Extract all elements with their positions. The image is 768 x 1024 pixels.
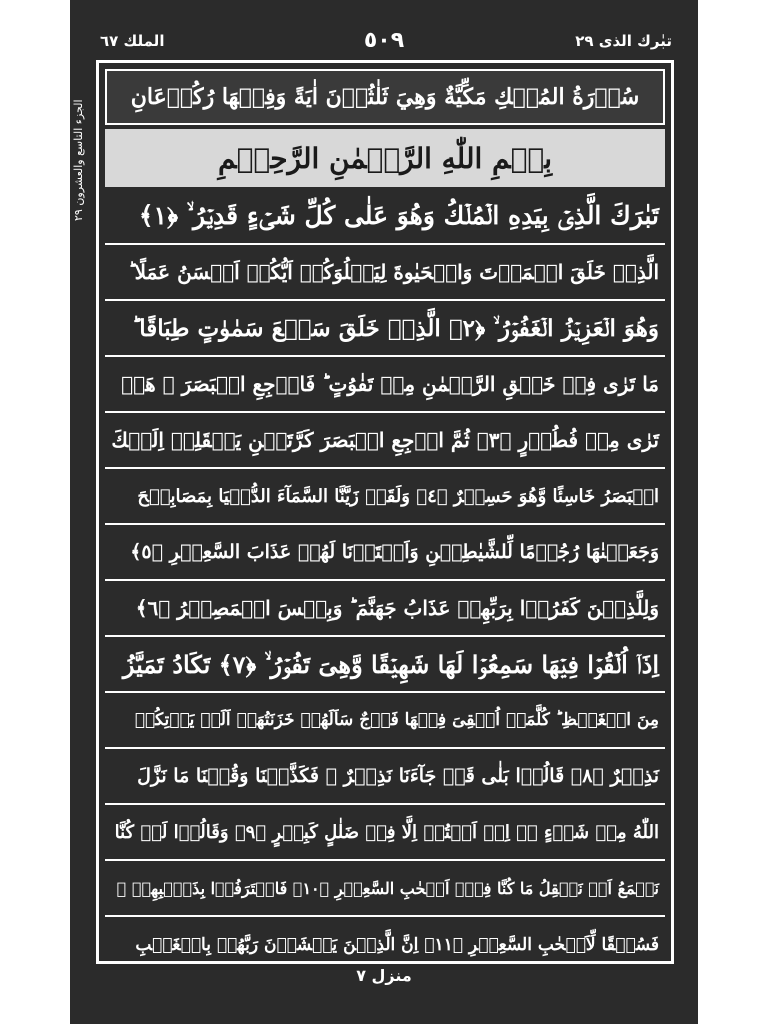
bismillah: بِسۡمِ اللّٰهِ الرَّحۡمٰنِ الرَّحِيۡمِ	[105, 129, 665, 187]
manzil-footer: منزل ٧	[356, 966, 412, 985]
page-header	[70, 26, 698, 60]
mushaf-page	[70, 0, 698, 1024]
verse-line: نَذِيۡرٌ ﴿٨﴾ قَالُوۡا بَلٰى قَدۡ جَآءَنَا نَذِيۡرٌ ۙ فَكَذَّبۡنَا وَقُلۡنَا مَا نَزَّلَ	[105, 749, 665, 805]
verse-line: الَّذِىۡ خَلَقَ الۡمَوۡتَ وَالۡحَيٰوةَ لِيَبۡلُوَكُمۡ اَيُّكُمۡ اَحۡسَنُ عَمَلًا ؕ	[105, 245, 665, 301]
verse-line: وَهُوَ الۡعَزِيۡزُ الۡغَفُوۡرُ ۙ ﴿٢﴾ الَّذِىۡ خَلَقَ سَبۡعَ سَمٰوٰتٍ طِبَاقًا ؕ	[105, 301, 665, 357]
verse-line: وَلِلَّذِيۡنَ كَفَرُوۡا بِرَبِّهِمۡ عَذَابُ جَهَنَّمَ ؕ وَبِئۡسَ الۡمَصِيۡرُ ﴿٦﴾	[105, 581, 665, 637]
verse-line: نَسۡمَعُ اَوۡ نَعۡقِلُ مَا كُنَّا فِىۡۤ اَصۡحٰبِ السَّعِيۡرِ ﴿١٠﴾ فَاعۡتَرَفُوۡا بِذَنۡۢبِهِمۡ ۚ	[105, 861, 665, 917]
surah-label: الملك ٦٧	[100, 32, 165, 50]
verse-line: تَبٰرَكَ الَّذِىۡ بِيَدِهِ الۡمُلۡكُ وَهُوَ عَلٰى كُلِّ شَىۡءٍ قَدِيۡرُ ۙ ﴿١﴾	[105, 189, 665, 245]
text-frame	[96, 60, 674, 964]
verse-line: الۡبَصَرُ خَاسِئًا وَّهُوَ حَسِيۡرٌ ﴿٤﴾ وَلَقَدۡ زَيَّنَّا السَّمَآءَ الدُّنۡيَا بِمَصَابِيۡحَ	[105, 469, 665, 525]
verse-line: اللّٰهُ مِنۡ شَىۡءٍ ۖۚ اِنۡ اَنۡتُمۡ اِلَّا فِىۡ ضَلٰلٍ كَبِيۡرٍ ﴿٩﴾ وَقَالُوۡا لَوۡ كُنَّا	[105, 805, 665, 861]
verse-line: اِذَاۤ اُلۡقُوۡا فِيۡهَا سَمِعُوۡا لَهَا شَهِيۡقًا وَّهِىَ تَفُوۡرُ ۙ ﴿٧﴾ تَكَادُ تَمَيَّزُ	[105, 637, 665, 693]
verse-line: فَسُحۡقًا لِّاَصۡحٰبِ السَّعِيۡرِ ﴿١١﴾ اِنَّ الَّذِيۡنَ يَخۡشَوۡنَ رَبَّهُمۡ بِالۡغَيۡبِ	[135, 935, 659, 955]
verse-line: مِنَ الۡغَيۡظِ ؕ كُلَّمَاۤ اُلۡقِىَ فِيۡهَا فَوۡجٌ سَاَلَهُمۡ خَزَنَتُهَاۤ اَلَمۡ يَاۡتِكُمۡ	[105, 693, 665, 749]
verse-line: تَرٰى مِنۡ فُطُوۡرٍ ﴿٣﴾ ثُمَّ ارۡجِعِ الۡبَصَرَ كَرَّتَيۡنِ يَنۡقَلِبۡ اِلَيۡكَ	[105, 413, 665, 469]
surah-title: سُوۡرَةُ المُلۡكِ مَكِّيَّةٌ وَهِيَ ثَلٰثُوۡنَ اٰيَةً وَفِيۡهَا رُكُوۡعَانِ	[105, 69, 665, 125]
side-juz-note: الجزء التاسع والعشرون ٢٩	[72, 99, 85, 221]
verse-line: وَجَعَلۡنٰهَا رُجُوۡمًا لِّلشَّيٰطِيۡنِ وَاَعۡتَدۡنَا لَهُمۡ عَذَابَ السَّعِيۡرِ ﴿٥﴾	[105, 525, 665, 581]
verse-line: مَا تَرٰى فِىۡ خَلۡقِ الرَّحۡمٰنِ مِنۡ تَفٰوُتٍ ؕ فَارۡجِعِ الۡبَصَرَ ۙ هَلۡ	[105, 357, 665, 413]
verse-lines	[105, 189, 665, 973]
juz-label: تبٰرك الذى ٢٩	[575, 32, 672, 50]
page-number: ٥٠٩	[363, 28, 405, 53]
